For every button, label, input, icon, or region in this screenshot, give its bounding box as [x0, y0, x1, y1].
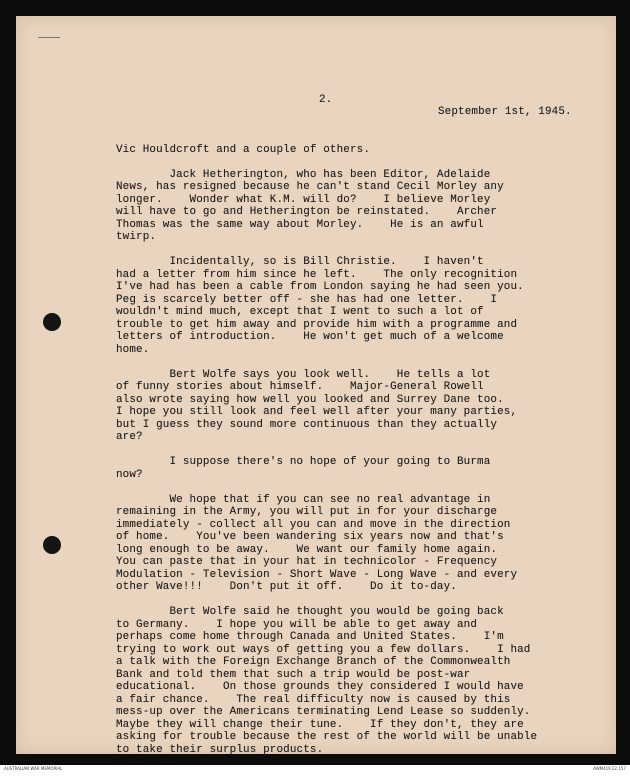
text-line: Maybe they will change their tune. If they don't, they are — [116, 718, 524, 731]
text-line: to Germany. I hope you will be able to get away and — [116, 618, 478, 631]
text-line: Peg is scarcely better off - she has had one letter. I — [116, 293, 498, 306]
paragraph — [116, 369, 606, 444]
text-line: News, has resigned because he can't stand Cecil Morley any — [116, 181, 504, 193]
text-line: wouldn't mind much, except that I went to such a lot of — [116, 306, 484, 318]
text-line: also wrote saying how well you looked and Surrey Dane too. — [116, 393, 504, 406]
text-line: Bert Wolfe says you look well. He tells a lot — [116, 368, 491, 381]
text-line: trouble to get him away and provide him with a programme and — [116, 318, 518, 331]
archive-reference: AWM419.22.157 — [593, 766, 626, 771]
paragraph — [116, 606, 606, 756]
text-line: trying to work out ways of getting you a few dollars. I had — [116, 643, 531, 656]
text-line: asking for trouble because the rest of the world will be unable — [116, 731, 538, 743]
archive-credit: AUSTRALIAN WAR MEMORIAL — [4, 766, 63, 771]
letter-text — [116, 56, 606, 781]
paragraph — [116, 494, 606, 594]
text-line: longer. Wonder what K.M. will do? I believe Morley — [116, 193, 491, 206]
text-line: You can paste that in your hat in technicolor - Frequency — [116, 556, 498, 568]
text-line: Bert Wolfe said he thought you would be going back — [116, 606, 504, 618]
text-line: Jack Hetherington, who has been Editor, Adelaide — [116, 168, 491, 181]
text-line: We hope that if you can see no real advantage in — [116, 493, 491, 506]
letter-header — [116, 81, 606, 118]
text-line: remaining in the Army, you will put in for your discharge — [116, 506, 498, 518]
text-line: to take their surplus products. — [116, 743, 324, 756]
text-line: I hope you still look and feel well after your many parties, — [116, 406, 518, 418]
text-line: are? — [116, 431, 143, 443]
pencil-mark — [38, 37, 60, 38]
page-number: 2. — [319, 93, 333, 106]
text-line: of funny stories about himself. Major-General Rowell — [116, 381, 484, 393]
punch-hole-icon — [43, 313, 61, 331]
paragraph — [116, 256, 606, 356]
text-line: a fair chance. The real difficulty now is caused by this — [116, 693, 511, 706]
text-line: I've had has been a cable from London saying he had seen you. — [116, 281, 524, 293]
text-line: long enough to be away. We want our family home again. — [116, 543, 498, 556]
text-line: Bank and told them that such a trip would be post-war — [116, 668, 471, 681]
text-line: a talk with the Foreign Exchange Branch of the Commonwealth — [116, 656, 511, 668]
text-line: perhaps come home through Canada and United States. I'm — [116, 631, 504, 643]
letter-date: September 1st, 1945. — [438, 106, 572, 118]
paragraph — [116, 169, 606, 244]
text-line: now? — [116, 468, 143, 481]
text-line: letters of introduction. He won't get much of a welcome — [116, 331, 504, 343]
punch-hole-icon — [43, 536, 61, 554]
text-line: educational. On those grounds they considered I would have — [116, 681, 524, 693]
paragraph — [116, 456, 606, 481]
text-line: immediately - collect all you can and move in the direction — [116, 518, 511, 531]
text-line: Modulation - Television - Short Wave - Long Wave - and every — [116, 568, 518, 581]
paragraph — [116, 144, 606, 157]
text-line: Incidentally, so is Bill Christie. I haven't — [116, 256, 484, 268]
text-line: I suppose there's no hope of your going to Burma — [116, 456, 491, 468]
letter-body — [116, 144, 606, 757]
text-line: of home. You've been wandering six years now and that's — [116, 531, 504, 543]
text-line: had a letter from him since he left. The only recognition — [116, 268, 518, 281]
text-line: Vic Houldcroft and a couple of others. — [116, 143, 371, 156]
text-line: twirp. — [116, 231, 157, 243]
letter-page — [16, 16, 616, 754]
text-line: home. — [116, 343, 150, 356]
text-line: will have to go and Hetherington be reinstated. Archer — [116, 206, 498, 218]
text-line: but I guess they sound more continuous than they actually — [116, 418, 498, 431]
text-line: mess-up over the Americans terminating Lend Lease so suddenly. — [116, 706, 531, 718]
text-line: other Wave!!! Don't put it off. Do it to-day. — [116, 581, 457, 593]
text-line: Thomas was the same way about Morley. He is an awful — [116, 218, 484, 231]
